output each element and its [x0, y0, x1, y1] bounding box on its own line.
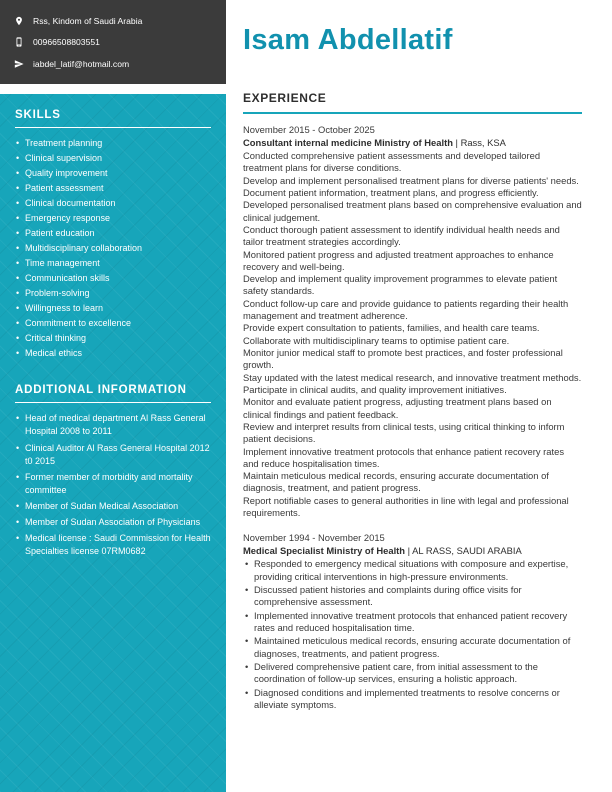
experience-section [243, 91, 582, 711]
skill-item: • Critical thinking [15, 332, 211, 346]
additional-info-item: • Member of Sudan Medical Association [15, 500, 211, 513]
skill-item: • Time management [15, 257, 211, 271]
sidebar-body [0, 94, 226, 792]
job-entry-specialist [243, 532, 582, 711]
send-icon [14, 59, 24, 69]
contact-email-row [14, 59, 212, 69]
job-dates: November 2015 - October 2025 [243, 124, 375, 135]
skill-item: • Clinical supervision [15, 152, 211, 166]
person-name: Isam Abdellatif [243, 24, 453, 56]
additional-info-item: • Head of medical department Al Rass General Hospital 2008 to 2011 [15, 412, 211, 438]
sidebar [0, 0, 226, 792]
main-column [226, 0, 612, 792]
job-duty: Implement innovative treatment protocols that enhance patient recovery rates and reduce hospitalisation times. [243, 445, 565, 469]
additional-info-item: • Medical license : Saudi Commission for Health Specialties license 07RM0682 [15, 532, 211, 558]
job-duty: Stay updated with the latest medical research, and innovative treatment methods. [243, 371, 582, 383]
job-duty: • Discussed patient histories and complaints during office visits for comprehensive assessment. [243, 584, 582, 609]
job-duties [243, 558, 582, 711]
job-duty: Develop and implement quality improvement programmes to elevate patient safety standards. [243, 273, 558, 297]
job-duty: • Diagnosed conditions and implemented treatments to resolve concerns or alleviate symptoms. [243, 687, 582, 712]
job-duty: Participate in clinical audits, and quality improvement initiatives. [243, 383, 507, 395]
job-duty: Monitor junior medical staff to promote best practices, and foster professional growth. [243, 347, 563, 371]
location-pin-icon [14, 16, 24, 26]
skill-item: • Clinical documentation [15, 197, 211, 211]
contact-block [0, 0, 226, 84]
job-duty: Maintain meticulous medical records, ensuring accurate documentation of diagnosis, treatment, and patient progress. [243, 470, 549, 494]
job-title: Consultant internal medicine Ministry of Health [243, 137, 453, 148]
job-duty: Conduct thorough patient assessment to identify individual health needs and tailor treatment strategies accordingly. [243, 223, 560, 248]
additional-info-item: • Clinical Auditor Al Rass General Hospital 2012 t0 2015 [15, 442, 211, 468]
additional-info-list [15, 412, 211, 557]
job-title-line [243, 545, 582, 556]
job-duties [243, 150, 582, 519]
job-duty: • Implemented innovative treatment protocols that enhanced patient recovery rates and reduced hospitalisation time. [243, 610, 582, 635]
additional-info-heading: ADDITIONAL INFORMATION [15, 384, 211, 403]
skill-item: • Treatment planning [15, 137, 211, 151]
skill-item: • Problem-solving [15, 287, 211, 301]
skill-item: • Multidisciplinary collaboration [15, 242, 211, 256]
skill-item: • Patient education [15, 227, 211, 241]
job-dates: November 1994 - November 2015 [243, 532, 385, 544]
skill-item: • Communication skills [15, 272, 211, 286]
contact-location-row [14, 16, 212, 26]
skills-heading: SKILLS [15, 109, 211, 128]
phone-icon [14, 37, 24, 47]
skills-list [15, 137, 211, 361]
skill-item: • Medical ethics [15, 347, 211, 361]
contact-email-text: iabdel_latif@hotmail.com [33, 58, 130, 69]
job-title: Medical Specialist Ministry of Health [243, 545, 406, 557]
contact-phone-text: 00966508803551 [33, 37, 100, 48]
job-duty: Provide expert consultation to patients, families, and health care teams. [243, 322, 540, 334]
job-duty: • Delivered comprehensive patient care, from initial assessment to the coordination of follow-up services, ensuring a holistic approach. [243, 661, 582, 686]
job-duty: Conduct follow-up care and provide guidance to patients regarding their health management and treatment adherence. [243, 297, 569, 322]
job-entry-consultant [243, 124, 582, 519]
job-duty: Report notifiable cases to general authorities in line with legal and professional requirements. [243, 494, 569, 519]
job-location: | AL RASS, SAUDI ARABIA [405, 545, 522, 557]
job-duty: • Maintained meticulous medical records, ensuring accurate documentation of diagnoses, treatments, and patient progress. [243, 635, 582, 660]
skill-item: • Quality improvement [15, 167, 211, 181]
job-duty: Monitored patient progress and adjusted treatment approaches to enhance recovery and well-being. [243, 248, 554, 272]
experience-heading: EXPERIENCE [243, 91, 582, 114]
skill-item: • Willingness to learn [15, 302, 211, 316]
job-duty: Review and interpret results from clinical tests, using critical thinking to inform patient decisions. [243, 420, 565, 445]
job-duty: Conducted comprehensive patient assessments and developed tailored treatment plans for diverse conditions. [243, 150, 541, 174]
skill-item: • Commitment to excellence [15, 317, 211, 331]
skill-item: • Emergency response [15, 212, 211, 226]
additional-info-item: • Member of Sudan Association of Physicians [15, 516, 211, 529]
additional-info-item: • Former member of morbidity and mortality committee [15, 471, 211, 497]
contact-phone-row [14, 37, 212, 47]
job-title-line [243, 137, 582, 148]
skill-item: • Patient assessment [15, 182, 211, 196]
contact-location-text: Rss, Kindom of Saudi Arabia [33, 16, 143, 26]
job-duty: • Responded to emergency medical situations with composure and expertise, providing critical interventions in high-pressure environments. [243, 558, 582, 583]
job-duty: Collaborate with multidisciplinary teams to optimise patient care. [243, 334, 510, 346]
job-location: | Rass, KSA [452, 137, 506, 148]
sidebar-gap [0, 84, 226, 94]
job-duty: Document patient information, treatment plans, and progress efficiently. [243, 186, 539, 198]
job-duty: Monitor and evaluate patient progress, adjusting treatment plans based on clinical findings and patient feedback. [243, 396, 552, 420]
job-duty: Developed personalised treatment plans based on comprehensive evaluation and clinical judgement. [243, 199, 582, 223]
job-duty: Develop and implement personalised treatment plans for diverse patients' needs. [243, 174, 579, 186]
